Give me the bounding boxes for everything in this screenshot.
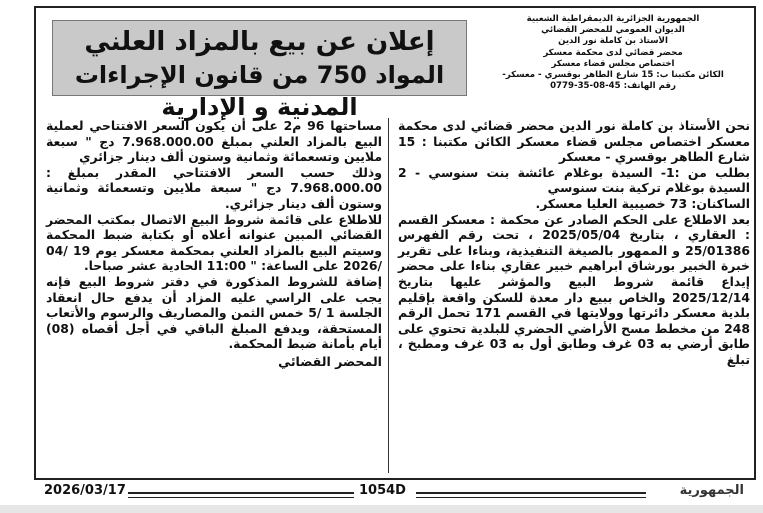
banner-subtitle: المواد 750 من قانون الإجراءات المدنية و الإدارية — [74, 61, 445, 121]
paragraph: نحن الأستاذ بن كاملة نور الدين محضر قضائي لدى محكمة معسكر اختصاص مجلس قضاء معسكر الكائن مكتبنا : 15 شارع الطاهر بوقسري - معسكر — [398, 118, 750, 165]
paragraph: مساحتها 96 م2 على أن يكون السعر الافتتاحي لعملية البيع بالمزاد العلني بمبلغ 7.968.000.00 دج " سبعة ملايين وتسعمائة وثمانية وستون ألف دينار جزائري — [46, 118, 382, 165]
paragraph: الساكنان: 73 خصيبية العليا معسكر. — [535, 195, 750, 211]
left-text-column — [46, 118, 382, 468]
page-edge — [0, 505, 763, 513]
column-divider — [388, 118, 389, 473]
paragraph: وذلك حسب السعر الافتتاحي المقدر بمبلغ : 7.968.000.00 دج " سبعة ملايين وتسعمائة وثمانية وستون ألف دينار جزائري. — [46, 164, 382, 211]
publication-date: 2026/03/17 — [44, 483, 126, 498]
right-text-column — [398, 118, 750, 474]
announcement-banner — [52, 20, 467, 121]
paragraph: إضافة للشروط المذكورة في دفتر شروط البيع فإنه يجب على الراسي عليه المزاد أن يدفع حال انعقاد الجلسة 1 /5 خمس الثمن والمصاريف والرسوم والأتعاب المستحقة، ويدفع المبلغ الباقي في أجل أقصاه (08) أيام بأمانة ضبط المحكمة. — [46, 273, 383, 352]
header-line: اختصاص مجلس قضاء معسكر — [551, 58, 675, 69]
page-footer — [34, 482, 756, 504]
header-line: رقم الهاتف: 45-08-35-0779 — [550, 81, 676, 92]
header-line: الديوان العمومي للمحضر القضائي — [541, 25, 685, 36]
signature: المحضر القضائي — [278, 353, 382, 369]
newspaper-name: الجمهورية — [679, 483, 744, 498]
footer-rule — [416, 492, 646, 498]
header-line: الجمهورية الجزائرية الديمقراطية الشعبية — [526, 14, 700, 24]
bailiff-header — [482, 14, 744, 124]
paragraph: بطلب من :1- السيدة بوغلام عائشة بنت سنوسي - 2 السيدة بوغلام تركية بنت سنوسي — [398, 164, 750, 196]
header-line: محضر قضائي لدى محكمة معسكر — [543, 47, 683, 58]
footer-rule — [128, 492, 354, 498]
paragraph: للاطلاع على قائمة شروط البيع الاتصال بمكتب المحضر القضائي المبين عنوانه أعلاه أو بكتابة ضبط المحكمة وسيتم البيع بالمزاد العلني بمحكمة معسكر يوم 19 /04 /2026 على الساعة: " 11:00 الحادية عشر صباحا. — [46, 211, 382, 274]
paragraph: بعد الاطلاع على الحكم الصادر عن محكمة : معسكر القسم : العقاري ، بتاريخ 2025/05/04 ، تحت رقم الفهرس 25/01386 و الممهور بالصيغة التنفيذية، وبناءا على تقرير خبرة الخبير بورشاق ابراهيم خبير عقاري بناءا على محضر إيداع قائمة شروط البيع والمؤشر عليها بتاريخ 2025/12/14 والخاص ببيع دار معدة للسكن واقعة بإقليم بلدية معسكر دائرتها وولايتها في القسم 171 تحمل الرقم 248 من مخطط مسح الأراضي الحضري للبلدية تحتوي على طابق أرضي به 03 غرف وطابق أول به 03 غرف ومطبخ ، تبلغ — [398, 211, 751, 367]
header-line: الكائن مكتبنا ب: 15 شارع الطاهر بوقسري - معسكر- — [502, 70, 724, 81]
banner-title: إعلان عن بيع بالمزاد العلني — [84, 27, 435, 57]
ad-code: 1054D — [359, 483, 406, 498]
header-line: الأستاذ بن كاملة نور الدين — [558, 36, 668, 47]
